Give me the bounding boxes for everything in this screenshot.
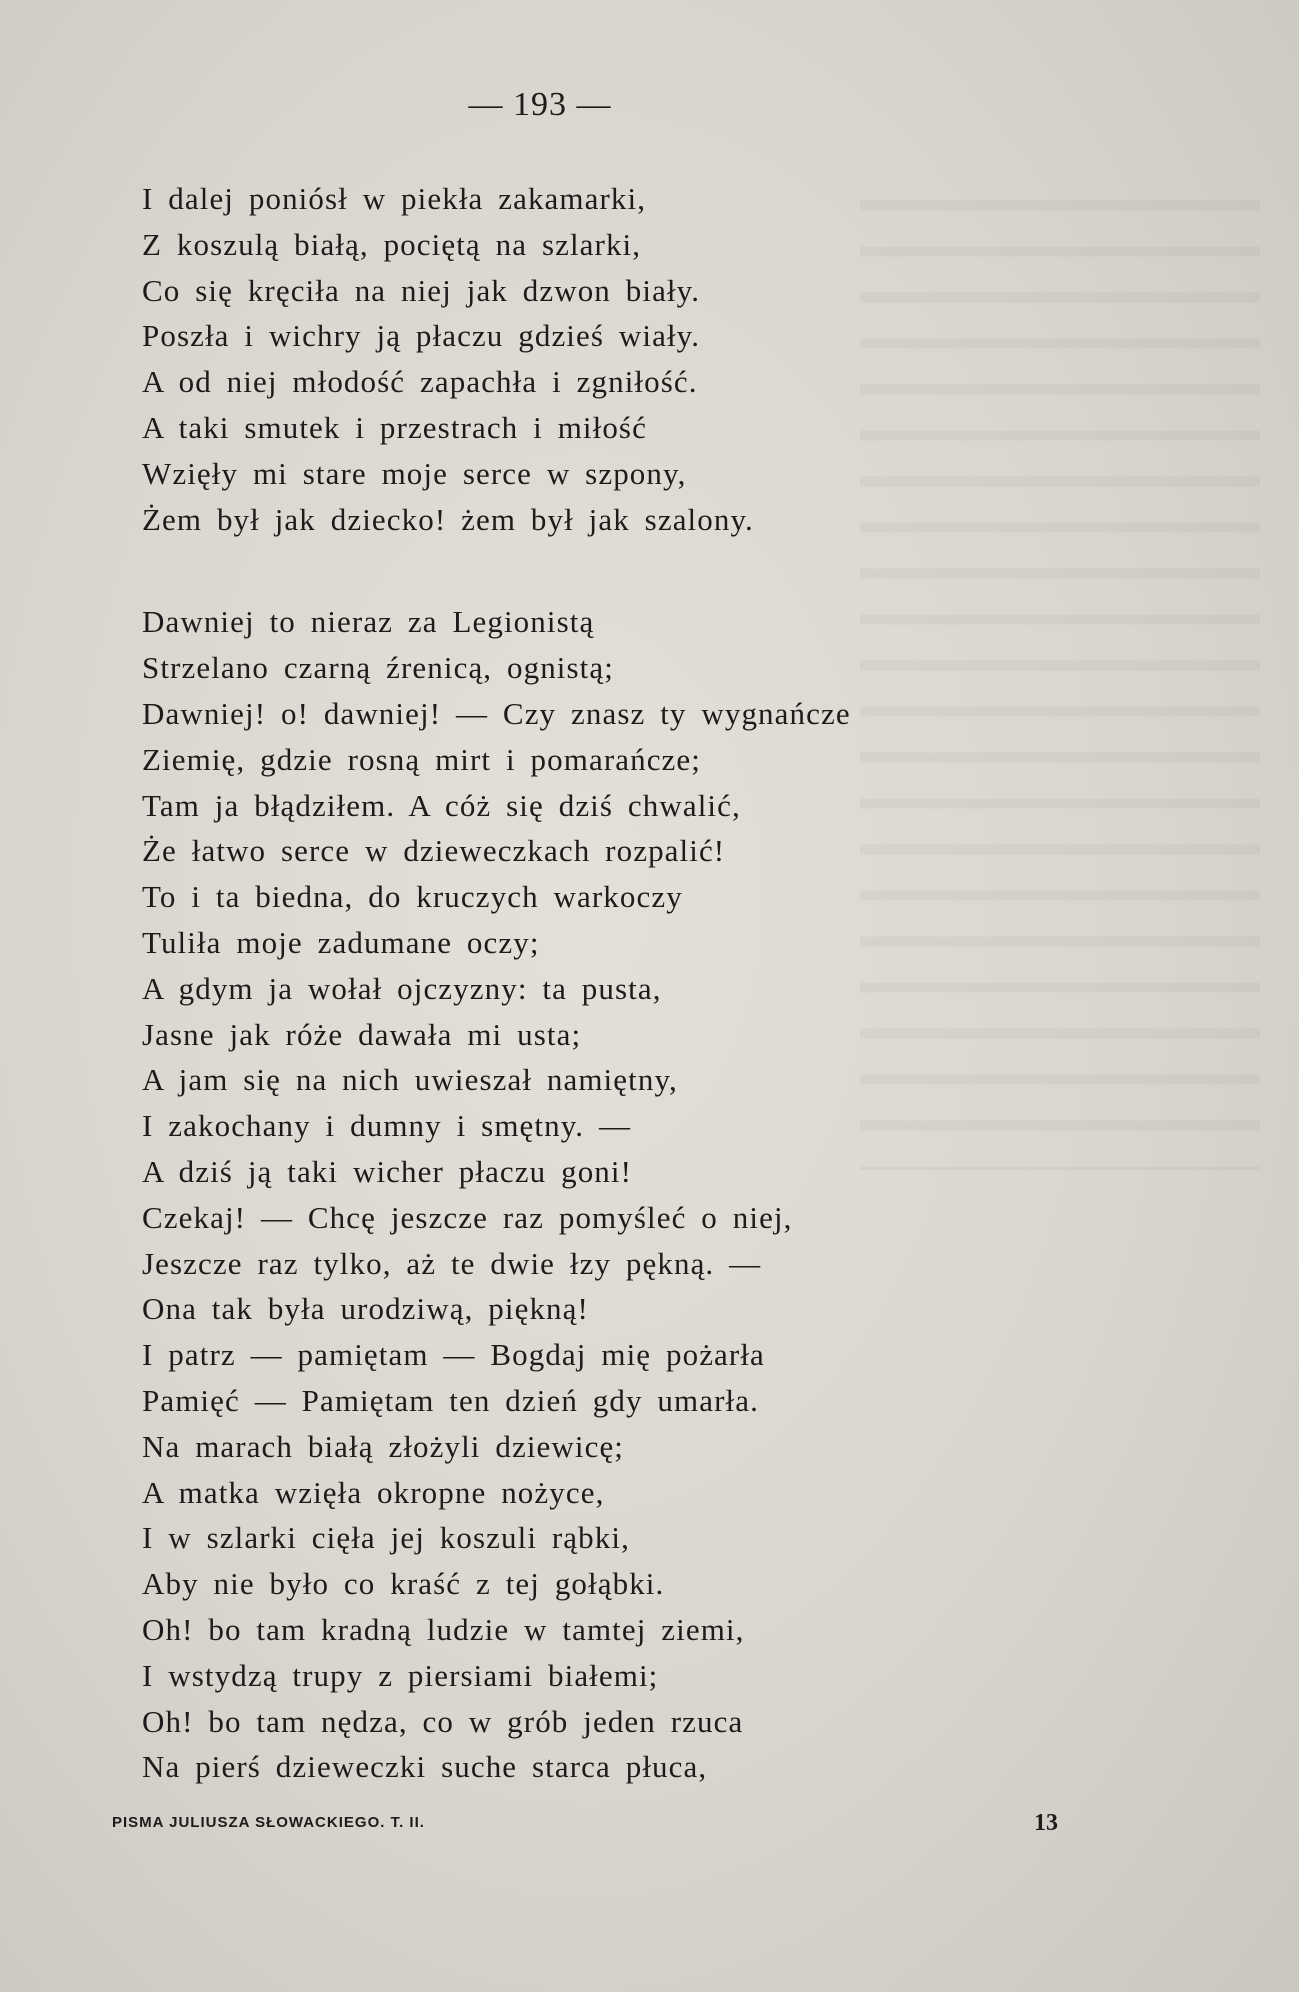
verse-line: A taki smutek i przestrach i miłość bbox=[142, 409, 647, 445]
verse-line: Jasne jak róże dawała mi usta; bbox=[142, 1016, 582, 1052]
verse-line: Ziemię, gdzie rosną mirt i pomarańcze; bbox=[142, 741, 701, 777]
footer-title: PISMA JULIUSZA SŁOWACKIEGO. T. II. bbox=[112, 1814, 425, 1831]
verse-line: To i ta biedna, do kruczych warkoczy bbox=[142, 879, 683, 915]
verse-line: Tam ja błądziłem. A cóż się dziś chwalić, bbox=[142, 787, 741, 823]
verse-line: A jam się na nich uwieszał namiętny, bbox=[142, 1062, 678, 1098]
verse-line: Co się kręciła na niej jak dzwon biały. bbox=[142, 272, 701, 308]
verse-line: Z koszulą białą, pociętą na szlarki, bbox=[142, 226, 642, 262]
verse-line: Oh! bo tam nędza, co w grób jeden rzuca bbox=[142, 1703, 744, 1739]
stanza-2 bbox=[142, 599, 1142, 1790]
verse-line: Na pierś dzieweczki suche starca płuca, bbox=[142, 1749, 708, 1785]
verse-line: I patrz — pamiętam — Bogdaj mię pożarła bbox=[142, 1337, 765, 1373]
verse-line: Na marach białą złożyli dziewicę; bbox=[142, 1428, 625, 1464]
verse-line: Pamięć — Pamiętam ten dzień gdy umarła. bbox=[142, 1382, 759, 1418]
verse-line: Jeszcze raz tylko, aż te dwie łzy pękną. — bbox=[142, 1245, 762, 1281]
verse-line: A od niej młodość zapachła i zgniłość. bbox=[142, 364, 698, 400]
verse-line: Dawniej to nieraz za Legionistą bbox=[142, 604, 595, 640]
stanza-1 bbox=[142, 176, 1142, 542]
verse-line: Żem był jak dziecko! żem był jak szalony. bbox=[142, 501, 754, 537]
verse-line: Poszła i wichry ją płaczu gdzieś wiały. bbox=[142, 318, 701, 354]
verse-line: A dziś ją taki wicher płaczu goni! bbox=[142, 1153, 633, 1189]
verse-line: I w szlarki cięła jej koszuli rąbki, bbox=[142, 1520, 630, 1556]
signature-mark: 13 bbox=[1034, 1810, 1058, 1836]
verse-line: A gdym ja wołał ojczyzny: ta pusta, bbox=[142, 970, 662, 1006]
page-footer bbox=[112, 1810, 1058, 1836]
verse-line: Czekaj! — Chcę jeszcze raz pomyśleć o niej, bbox=[142, 1199, 793, 1235]
verse-line: I dalej poniósł w piekła zakamarki, bbox=[142, 181, 647, 216]
verse-line: Oh! bo tam kradną ludzie w tamtej ziemi, bbox=[142, 1611, 745, 1647]
verse-line: Tuliła moje zadumane oczy; bbox=[142, 924, 540, 960]
verse-line: Wzięły mi stare moje serce w szpony, bbox=[142, 455, 687, 491]
verse-line: Dawniej! o! dawniej! — Czy znasz ty wygnańcze bbox=[142, 695, 851, 731]
verse-line: I zakochany i dumny i smętny. — bbox=[142, 1108, 632, 1144]
verse-line: Ona tak była urodziwą, piękną! bbox=[142, 1291, 589, 1327]
verse-line: A matka wzięła okropne nożyce, bbox=[142, 1474, 605, 1510]
verse-line: Aby nie było co kraść z tej gołąbki. bbox=[142, 1566, 665, 1602]
verse-line: Że łatwo serce w dzieweczkach rozpalić! bbox=[142, 833, 726, 869]
verse-line: I wstydzą trupy z piersiami białemi; bbox=[142, 1657, 659, 1693]
verse-text bbox=[142, 176, 1142, 1790]
page-number: — 193 — bbox=[468, 86, 612, 123]
verse-line: Strzelano czarną źrenicą, ognistą; bbox=[142, 650, 614, 686]
